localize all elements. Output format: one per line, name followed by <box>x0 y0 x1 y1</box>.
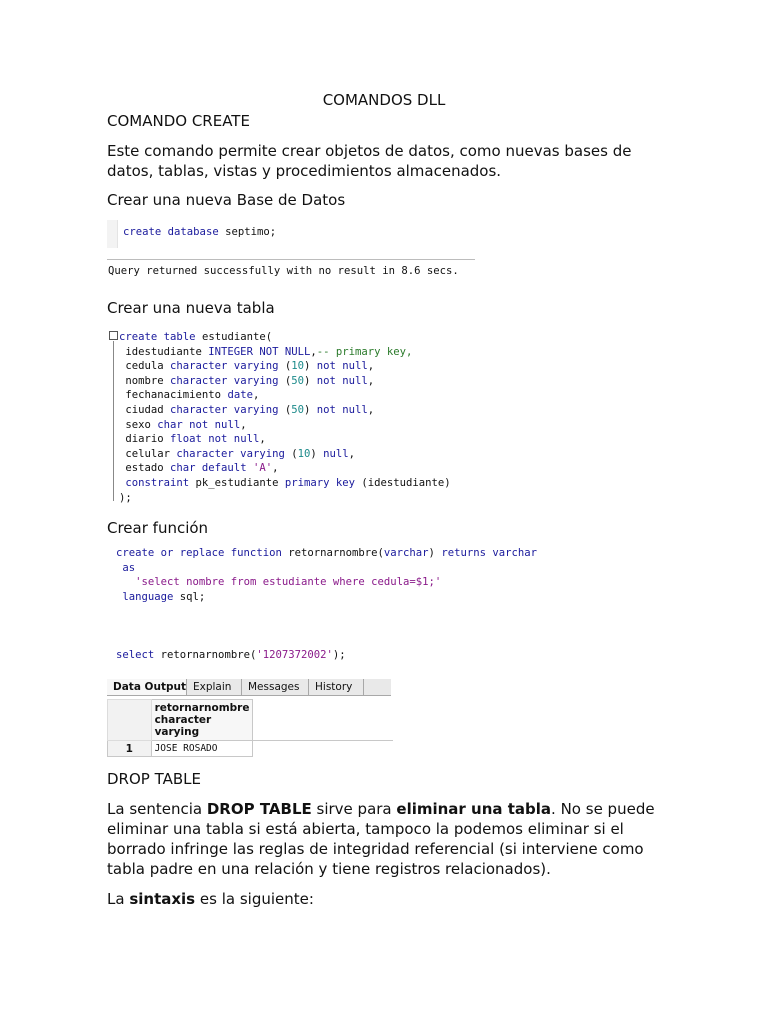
divider <box>107 259 475 260</box>
page-title: COMANDOS DLL <box>322 91 446 109</box>
code-text: sql; <box>173 590 206 603</box>
code-text: ); <box>332 649 346 661</box>
code-line <box>119 476 451 491</box>
code-text: diario <box>119 433 171 446</box>
collapse-icon <box>109 331 118 340</box>
data-output-screenshot <box>107 679 393 755</box>
row-value: JOSE ROSADO <box>151 741 253 757</box>
text-run: es la siguiente: <box>195 890 314 908</box>
code-keyword: not null <box>316 403 368 416</box>
code-text: ); <box>119 491 132 504</box>
editor-gutter <box>107 220 118 248</box>
code-keyword: table <box>163 331 196 343</box>
code-line <box>116 648 346 663</box>
code-keyword: constraint <box>125 476 190 489</box>
section-heading-drop-table: DROP TABLE <box>107 770 201 788</box>
tab-data-output: Data Output <box>107 679 187 695</box>
code-number: 10 <box>297 447 311 460</box>
code-line <box>119 359 451 374</box>
code-keyword: create <box>123 226 162 238</box>
code-line <box>116 575 537 590</box>
code-line <box>116 561 537 576</box>
code-text: ) <box>304 360 317 373</box>
code-text: , <box>240 418 247 431</box>
create-function-screenshot <box>107 545 567 670</box>
code-text: ( <box>278 403 292 416</box>
code-keyword: null <box>323 447 349 460</box>
code-text: ( <box>284 447 298 460</box>
code-text: ( <box>278 374 292 387</box>
code-keyword: varchar <box>383 547 429 559</box>
tab-messages: Messages <box>242 679 309 695</box>
column-header <box>151 700 253 741</box>
code-text: ) <box>310 447 324 460</box>
result-grid <box>107 699 393 757</box>
code-text: , <box>367 360 375 373</box>
query-result-message: Query returned successfully with no result in 8.6 secs. <box>108 265 459 277</box>
code-keyword: create <box>119 331 158 343</box>
code-line <box>123 225 276 240</box>
code-string: '1207372002' <box>256 649 333 661</box>
code-keyword: not null <box>316 374 368 387</box>
code-line <box>119 374 451 389</box>
text-run: La sentencia <box>107 800 207 818</box>
output-tab-bar <box>107 679 391 696</box>
code-keyword: char not null <box>157 418 241 431</box>
code-text: estudiante( <box>195 331 273 343</box>
code-text: celular <box>119 447 177 460</box>
drop-table-paragraph <box>107 799 667 879</box>
code-text: ) <box>304 403 317 416</box>
create-table-screenshot <box>107 329 477 509</box>
code-string: 'A' <box>252 462 273 475</box>
subheading-create-table: Crear una nueva tabla <box>107 299 275 317</box>
code-line <box>119 403 451 418</box>
code-line <box>119 447 451 462</box>
code-keyword: database <box>167 226 219 238</box>
code-keyword: not null <box>316 360 368 373</box>
grid-header-row <box>108 700 394 741</box>
code-text: ( <box>278 360 292 373</box>
fold-guide <box>113 341 114 501</box>
row-number: 1 <box>108 741 152 757</box>
code-line <box>119 491 451 506</box>
code-number: 50 <box>291 374 304 387</box>
section-heading-create: COMANDO CREATE <box>107 112 250 130</box>
code-text: , <box>367 374 375 387</box>
bold-text: eliminar una tabla <box>396 800 552 818</box>
code-keyword: returns varchar <box>441 547 537 559</box>
grid-corner <box>108 700 152 741</box>
code-text: , <box>272 462 279 475</box>
code-text: , <box>348 447 356 460</box>
syntax-paragraph <box>107 889 667 909</box>
grid-filler <box>253 700 393 741</box>
table-row <box>108 741 394 757</box>
bold-text: sintaxis <box>129 890 196 908</box>
column-name: retornarnombre <box>154 702 250 714</box>
code-line <box>116 546 537 561</box>
code-keyword: language <box>122 590 174 603</box>
text-run: La <box>107 890 130 908</box>
code-text: ) <box>428 547 442 559</box>
code-keyword: create or replace function <box>116 547 282 559</box>
code-keyword: character varying <box>176 447 285 460</box>
code-keyword: float not null <box>170 433 260 446</box>
code-keyword: date <box>227 389 253 402</box>
code-block <box>116 546 537 604</box>
code-keyword: character varying <box>170 360 279 373</box>
code-text <box>116 576 135 588</box>
code-keyword: INTEGER NOT NULL <box>208 345 311 358</box>
code-number: 10 <box>291 360 304 373</box>
code-line <box>119 461 451 476</box>
code-string: 'select nombre from estudiante where cedula=$1;' <box>135 576 442 589</box>
code-text: estado <box>119 462 171 475</box>
code-keyword: primary key <box>284 476 356 489</box>
code-line <box>119 345 451 360</box>
code-line <box>119 388 451 403</box>
code-text: , <box>310 345 317 358</box>
code-keyword: char default <box>170 462 247 475</box>
code-line <box>116 590 537 605</box>
code-line <box>119 330 451 345</box>
code-comment: -- primary key, <box>316 345 413 358</box>
code-keyword: character varying <box>170 374 279 387</box>
create-intro-paragraph: Este comando permite crear objetos de datos, como nuevas bases de datos, tablas, vistas y procedimientos almacenados. <box>107 142 632 180</box>
code-text: nombre <box>119 374 171 387</box>
code-text: (idestudiante) <box>355 476 451 489</box>
code-text: retornarnombre( <box>154 649 257 661</box>
code-text: ciudad <box>119 403 171 416</box>
text-run: sirve para <box>311 800 397 818</box>
code-keyword: character varying <box>170 403 279 416</box>
code-text: septimo; <box>218 226 277 238</box>
code-text: , <box>367 403 375 416</box>
code-block <box>119 330 451 505</box>
bold-text: DROP TABLE <box>206 800 312 818</box>
column-type: character varying <box>154 714 212 738</box>
tab-explain: Explain <box>187 679 242 695</box>
code-text: idestudiante <box>119 345 209 358</box>
create-database-screenshot <box>107 220 477 280</box>
code-text: cedula <box>119 360 171 373</box>
subheading-create-database: Crear una nueva Base de Datos <box>107 191 346 209</box>
code-number: 50 <box>291 403 304 416</box>
code-text: retornarnombre( <box>281 547 384 559</box>
subheading-create-function: Crear función <box>107 519 209 537</box>
code-text: ) <box>304 374 317 387</box>
code-text: sexo <box>119 418 158 431</box>
code-text: fechanacimiento <box>119 389 228 402</box>
code-text: , <box>259 433 266 446</box>
code-keyword: as <box>122 561 136 574</box>
code-text: pk_estudiante <box>189 476 285 489</box>
code-text: , <box>252 389 260 402</box>
code-keyword: select <box>116 649 155 661</box>
tab-history: History <box>309 679 364 695</box>
code-line <box>119 418 451 433</box>
text-run: . No se puede eliminar una tabla si está abierta, tampoco la podemos eliminar si el borrado infringe las reglas de integridad referencial (si interviene como tabla padre en una relación y tiene registros relacionados). <box>107 800 655 878</box>
code-line <box>119 432 451 447</box>
